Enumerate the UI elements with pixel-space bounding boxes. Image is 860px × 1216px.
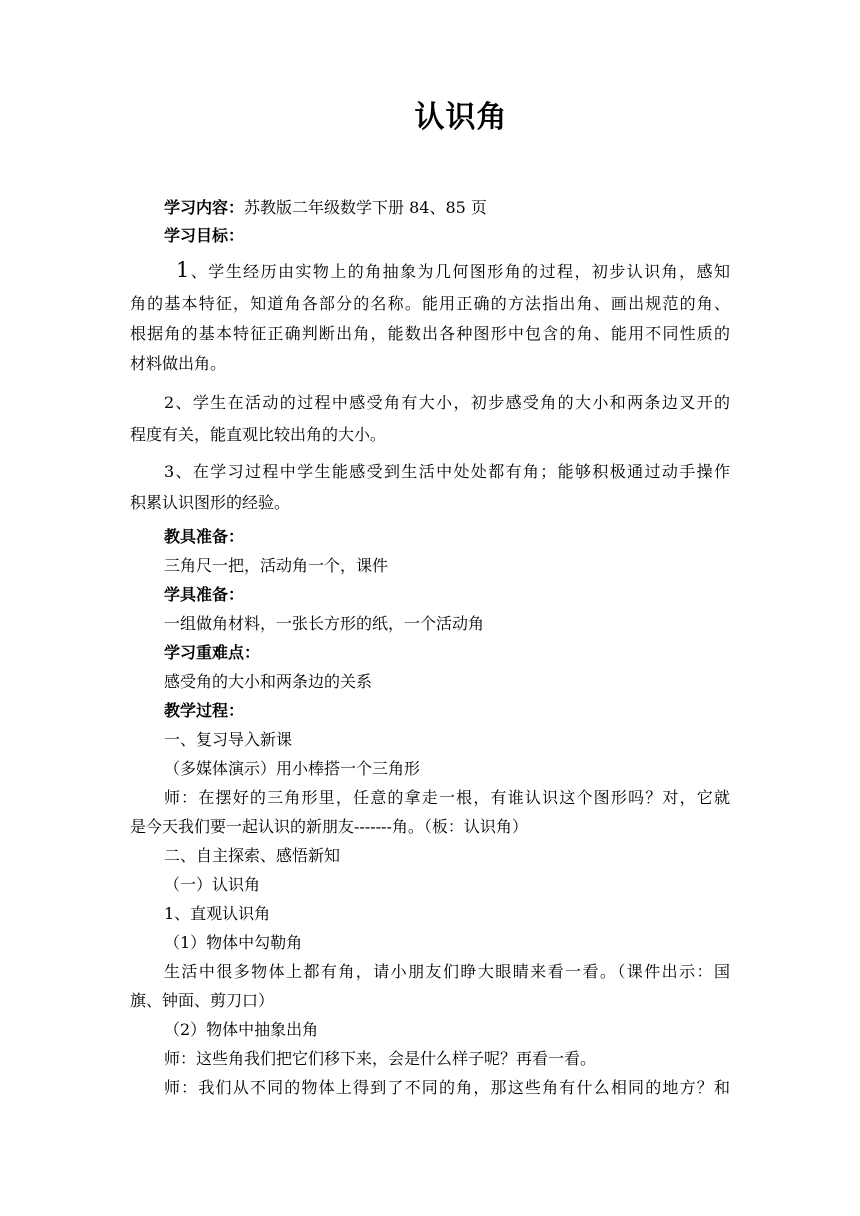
process-section-2: 二、自主探索、感悟新知: [164, 846, 341, 865]
content-value: 苏教版二年级数学下册 84、85 页: [244, 198, 487, 217]
process-label: 教学过程：: [164, 701, 245, 720]
process-teacher-line2: 是今天我们要一起认识的新朋友-------角。（板：认识角）: [130, 817, 528, 836]
teacher-tools-label: 教具准备：: [164, 527, 245, 546]
goal2-line1: 2、学生在活动的过程中感受角有大小，初步感受角的大小和两条边叉开的: [164, 393, 730, 412]
key-points-value: 感受角的大小和两条边的关系: [164, 672, 373, 691]
goal3-line2: 积累认识图形的经验。: [130, 493, 291, 512]
process-demo: （多媒体演示）用小棒搭一个三角形: [164, 759, 421, 778]
process-life-line2: 旗、钟面、剪刀口）: [130, 991, 275, 1010]
process-teacher-question-1: 师：这些角我们把它们移下来，会是什么样子呢？再看一看。: [164, 1049, 597, 1068]
key-points-label: 学习重难点：: [164, 643, 261, 662]
process-teacher-line1: 师：在摆好的三角形里，任意的拿走一根，有谁认识这个图形吗？对，它就: [164, 788, 730, 807]
process-life-line1: 生活中很多物体上都有角，请小朋友们睁大眼睛来看一看。（课件出示：国: [164, 962, 730, 981]
goal1-line1: [176, 255, 730, 287]
page-title: 认识角: [414, 100, 508, 135]
student-tools-label: 学具准备：: [164, 585, 245, 604]
process-step-1-2: （2）物体中抽象出角: [164, 1020, 319, 1039]
content-label: 学习内容：: [164, 198, 245, 217]
goal3-line1: 3、在学习过程中学生能感受到生活中处处都有角；能够积极通过动手操作: [164, 462, 730, 481]
goal1-number: 1: [176, 258, 190, 282]
process-step-1-1: （1）物体中勾勒角: [164, 933, 303, 952]
content-line: [164, 198, 764, 218]
student-tools-value: 一组做角材料，一张长方形的纸，一个活动角: [164, 614, 485, 633]
goal1-line4: 材料做出角。: [130, 354, 227, 373]
goals-label: 学习目标：: [164, 226, 245, 245]
process-subsection-1: （一）认识角: [164, 875, 261, 894]
goal1-text: 、学生经历由实物上的角抽象为几何图形角的过程，初步认识角，感知: [189, 262, 730, 281]
process-step-1: 1、直观认识角: [164, 904, 271, 923]
teacher-tools-value: 三角尺一把，活动角一个，课件: [164, 556, 389, 575]
process-section-1: 一、复习导入新课: [164, 730, 293, 749]
goal1-line3: 根据角的基本特征正确判断出角，能数出各种图形中包含的角、能用不同性质的: [130, 324, 730, 343]
goal2-line2: 程度有关，能直观比较出角的大小。: [130, 425, 387, 444]
goal1-line2: 角的基本特征，知道角各部分的名称。能用正确的方法指出角、画出规范的角、: [130, 294, 730, 313]
process-teacher-question-2: 师：我们从不同的物体上得到了不同的角，那这些角有什么相同的地方？和: [164, 1078, 730, 1097]
